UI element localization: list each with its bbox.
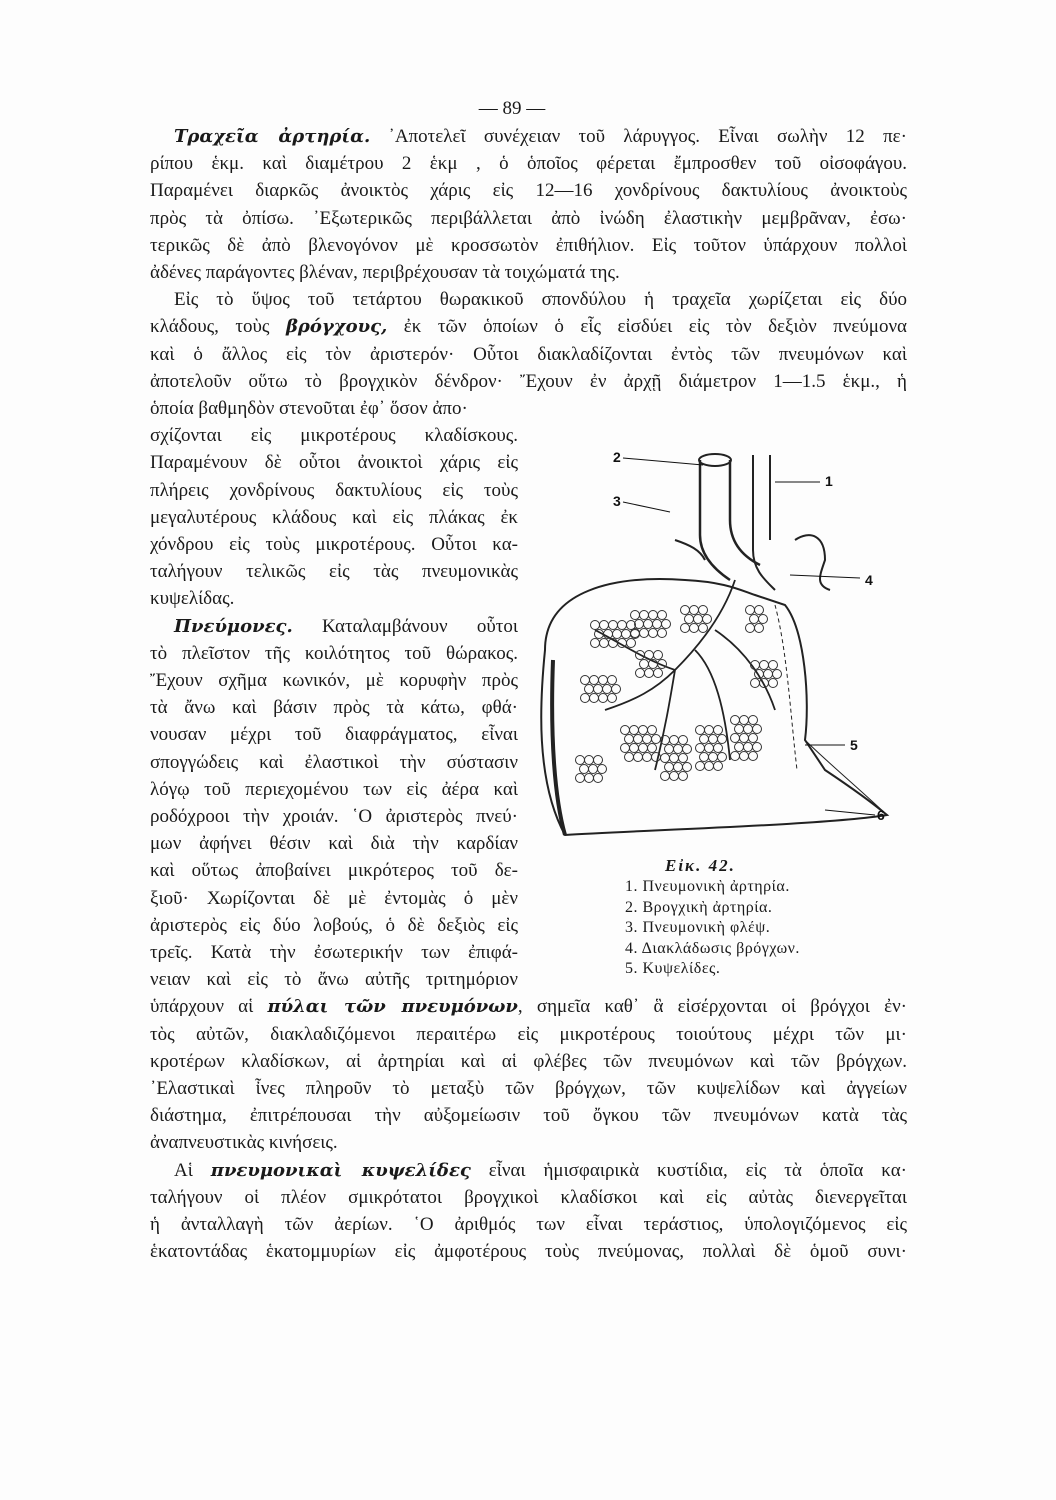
text-line xyxy=(150,179,907,203)
text-segment: τερικῶς δὲ ἀπὸ βλενογόνον μὲ κροσσωτὸν ἐπιθήλιον. Εἰς τοῦτον ὑπάρχουν πολλοὶ xyxy=(150,234,907,256)
text-segment: Καταλαμβάνουν οὗτοι xyxy=(292,615,518,637)
text-line xyxy=(150,778,518,802)
text-line xyxy=(150,343,907,367)
alveolus xyxy=(599,676,608,685)
alveolus xyxy=(696,762,705,771)
alveolus xyxy=(753,743,762,752)
text-segment: ᾿Αποτελεῖ συνέχειαν τοῦ λάρυγγος. Εἶναι σωλὴν 12 πε· xyxy=(370,126,907,147)
text-segment: ᾿Ελαστικαὶ ἶνες πληροῦν τὸ μεταξὺ τῶν βρόγχων, τῶν κυψελίδων καὶ ἀγγείων xyxy=(150,1078,907,1099)
figure-caption-title: Εἰκ. 42. xyxy=(665,856,736,875)
alveolus xyxy=(679,772,688,781)
alveolus xyxy=(749,716,758,725)
alveolus xyxy=(630,726,639,735)
alveolus xyxy=(585,774,594,783)
alveolus xyxy=(640,660,649,669)
alveolus xyxy=(749,734,758,743)
alveolus xyxy=(753,725,762,734)
text-segment: λόγῳ τοῦ περιεχομένου των εἰς ἀέρα καὶ xyxy=(150,778,518,800)
text-segment: ὑπάρχουν αἱ xyxy=(150,996,268,1018)
alveolus xyxy=(683,745,692,754)
text-line xyxy=(150,941,518,965)
alveolus xyxy=(731,734,740,743)
text-line xyxy=(150,1077,907,1101)
alveolus xyxy=(608,694,617,703)
alveolus xyxy=(636,669,645,678)
text-segment: κροτέρων κλαδίσκων, αἱ ἀρτηρίαι καὶ αἱ φλέβες τῶν πνευμόνων καὶ τῶν βρόγχων. xyxy=(150,1050,907,1072)
bronchial-tree xyxy=(595,580,775,770)
alveolus xyxy=(649,611,658,620)
figure-caption-item: 3. Πνευμονικὴ φλέψ. xyxy=(625,919,771,936)
alveolus xyxy=(609,621,618,630)
alveolus xyxy=(618,621,627,630)
alveolus xyxy=(769,661,778,670)
text-line xyxy=(150,451,518,475)
text-segment: Ἔχουν σχῆμα κωνικόν, μὲ κορυφὴν πρὸς xyxy=(150,670,518,691)
text-segment: ξιοῦ· Χωρίζονται δὲ μὲ ἐντομὰς ὁ μὲν xyxy=(150,887,518,909)
alveolus xyxy=(608,676,617,685)
text-line xyxy=(150,1023,907,1047)
alveolus xyxy=(665,763,674,772)
text-segment: κλάδους, τοὺς xyxy=(150,316,286,338)
alveolus xyxy=(594,756,603,765)
figure-label-3: 3 xyxy=(613,493,621,509)
alveolus xyxy=(599,694,608,703)
figure-label-1: 1 xyxy=(825,473,833,489)
alveolus xyxy=(705,726,714,735)
text-segment: καὶ ὁ ἄλλος εἰς τὸν ἀριστερόν· Οὗτοι διακλαδίζονται ἐντὸς τῶν πνευμόνων καὶ xyxy=(150,343,907,365)
text-segment: σπογγώδεις καὶ ἐλαστικοὶ τὴν σύστασιν xyxy=(150,751,518,773)
alveolus xyxy=(740,734,749,743)
alveolus xyxy=(645,669,654,678)
text-line xyxy=(150,207,907,231)
text-segment: εἶναι ἡμισφαιρικὰ κυστίδια, εἰς τὰ ὁποῖα κα· xyxy=(470,1159,907,1181)
text-line xyxy=(150,1186,907,1210)
alveolus xyxy=(662,620,671,629)
alveolus xyxy=(731,716,740,725)
text-line xyxy=(150,1240,907,1264)
figure-label-6: 6 xyxy=(877,807,885,823)
bold-term: πύλαι τῶν πνευμόνων xyxy=(267,996,518,1018)
alveolus xyxy=(581,694,590,703)
text-segment: ρίπου ἑκμ. καὶ διαμέτρου 2 ἑκμ , ὁ ὁποῖος φέρεται ἔμπροσθεν τοῦ οἰσοφάγου. xyxy=(150,153,907,175)
alveolus xyxy=(681,606,690,615)
text-line xyxy=(150,587,518,611)
alveolus xyxy=(654,669,663,678)
text-segment: , σημεῖα καθ᾿ ἃ εἰσέρχονται οἱ βρόγχοι ἐν· xyxy=(517,996,908,1018)
text-segment: ἀδένες παράγοντες βλέναν, περιβρέχουσαν τὰ τοιχώματά της. xyxy=(150,262,620,283)
alveolus xyxy=(603,685,612,694)
alveolus xyxy=(630,744,639,753)
alveolus xyxy=(750,615,759,624)
alveolus xyxy=(699,624,708,633)
alveolus xyxy=(594,774,603,783)
text-segment: ἡ ἀνταλλαγὴ τῶν ἀερίων. ῾Ο ἀριθμός των εἶναι τεράστιος, ὑπολογιζόμενος εἰς xyxy=(150,1214,907,1235)
alveolus xyxy=(643,735,652,744)
text-line xyxy=(150,642,518,666)
text-line xyxy=(150,261,907,285)
text-line xyxy=(150,615,518,639)
text-segment: μεγαλυτέρους κλάδους καὶ εἰς πλάκας ἐκ xyxy=(150,506,518,528)
text-line xyxy=(150,696,518,720)
alveolus xyxy=(600,621,609,630)
alveolus xyxy=(580,765,589,774)
text-segment: διάστημα, ἐπιτρέπουσαι τὴν αὐξομείωσιν τοῦ ὄγκου τῶν πνευμόνων κατὰ τὰς xyxy=(150,1105,907,1127)
text-line xyxy=(150,560,518,584)
alveolus xyxy=(744,725,753,734)
alveolus xyxy=(658,611,667,620)
figure-caption-item: 5. Κυψελίδες. xyxy=(625,960,721,977)
alveolus xyxy=(590,676,599,685)
alveolus xyxy=(622,630,631,639)
text-line xyxy=(150,723,518,747)
alveolus xyxy=(731,752,740,761)
text-line xyxy=(150,832,518,856)
text-line xyxy=(150,1104,907,1128)
figure-caption-item: 2. Βρογχικὴ ἀρτηρία. xyxy=(625,898,773,916)
alveolus xyxy=(740,752,749,761)
text-segment: ἀποτελοῦν οὕτω τὸ βρογχικὸν δένδρον· Ἔχουν ἐν ἀρχῇ διάμετρον 1—1.5 ἑκμ., ἡ xyxy=(150,370,907,392)
text-line xyxy=(150,152,907,176)
alveolus xyxy=(627,639,636,648)
alveolus xyxy=(585,756,594,765)
alveolus xyxy=(705,744,714,753)
alveolus xyxy=(591,621,600,630)
text-line xyxy=(150,669,518,693)
alveolus xyxy=(735,725,744,734)
alveolus xyxy=(661,772,670,781)
alveolus xyxy=(640,611,649,620)
text-line xyxy=(150,859,518,883)
alveolus xyxy=(589,765,598,774)
alveolus xyxy=(735,743,744,752)
alveolus xyxy=(679,754,688,763)
text-line xyxy=(150,751,518,775)
text-segment: ἀριστερὸς εἰς δύο λοβούς, ὁ δὲ δεξιὸς εἰς xyxy=(150,914,518,936)
alveolus xyxy=(674,745,683,754)
alveolus xyxy=(670,754,679,763)
alveolus xyxy=(714,744,723,753)
alveolus xyxy=(658,629,667,638)
alveolus xyxy=(652,735,661,744)
alveolus xyxy=(703,615,712,624)
alveolus xyxy=(773,670,782,679)
alveolus xyxy=(648,726,657,735)
text-line xyxy=(150,125,907,149)
alveolus xyxy=(744,743,753,752)
text-line xyxy=(150,1131,907,1155)
text-segment: Αἱ xyxy=(174,1159,211,1181)
text-segment: Παραμένουν δὲ οὗτοι ἀνοικτοὶ χάρις εἰς xyxy=(150,452,518,474)
text-segment: ὁποία βαθμηδὸν στενοῦται ἐφ᾿ ὅσον ἀπο· xyxy=(150,398,468,419)
alveolus xyxy=(644,620,653,629)
page-number: — 89 — xyxy=(478,98,546,119)
alveolus xyxy=(694,615,703,624)
text-segment: Εἰς τὸ ὕψος τοῦ τετάρτου θωρακικοῦ σπονδύλου ἡ τραχεῖα χωρίζεται εἰς δύο xyxy=(174,289,907,311)
text-segment: ἑκατοντάδας ἑκατομμυρίων εἰς ἀμφοτέρους τοὺς πνεύμονας, πολλαὶ δὲ ὁμοῦ συνι· xyxy=(150,1241,907,1263)
text-line xyxy=(150,479,518,503)
alveolus xyxy=(581,676,590,685)
alveolus xyxy=(696,726,705,735)
bold-term: πνευμονικαὶ κυψελίδες xyxy=(210,1159,471,1181)
text-line xyxy=(150,234,907,258)
alveolus xyxy=(600,639,609,648)
alveoli-clusters xyxy=(576,606,782,783)
alveolus xyxy=(755,606,764,615)
alveolus xyxy=(625,753,634,762)
alveolus xyxy=(718,735,727,744)
alveolus xyxy=(613,630,622,639)
alveolus xyxy=(714,762,723,771)
text-line xyxy=(150,397,518,421)
alveolus xyxy=(681,624,690,633)
alveolus xyxy=(631,611,640,620)
alveolus xyxy=(759,615,768,624)
alveolus xyxy=(740,716,749,725)
trachea xyxy=(700,460,760,580)
alveolus xyxy=(594,685,603,694)
alveolus xyxy=(648,744,657,753)
alveolus xyxy=(590,694,599,703)
alveolus xyxy=(625,735,634,744)
text-line xyxy=(150,288,907,312)
alveolus xyxy=(621,744,630,753)
alveolus xyxy=(679,736,688,745)
figure-label-2: 2 xyxy=(613,449,621,465)
text-line xyxy=(150,370,907,394)
text-line xyxy=(150,1050,907,1074)
text-segment: ταλήγουν οἱ πλέον σμικρότατοι βρογχικοὶ κλαδίσκοι καὶ εἰς αὐτὰς διενεργεῖται xyxy=(150,1186,907,1208)
alveolus xyxy=(665,745,674,754)
text-line xyxy=(150,968,518,992)
alveolus xyxy=(718,753,727,762)
text-segment: τὸ πλεῖστον τῆς κοιλότητος τοῦ θώρακος. xyxy=(150,642,518,664)
alveolus xyxy=(639,744,648,753)
text-segment: ἀναπνευστικὰς κινήσεις. xyxy=(150,1132,338,1154)
alveolus xyxy=(690,624,699,633)
alveolus xyxy=(760,661,769,670)
text-segment: ἐκ τῶν ὁποίων ὁ εἷς εἰσδύει εἰς τὸν δεξιὸν πνεύμονα xyxy=(387,316,907,338)
text-segment: κυψελίδας. xyxy=(150,588,235,610)
alveolus xyxy=(696,744,705,753)
alveolus xyxy=(643,753,652,762)
text-segment: ροδόχροοι τὴν χροιάν. ῾Ο ἀριστερὸς πνεύ· xyxy=(150,806,518,827)
alveolus xyxy=(751,679,760,688)
text-line xyxy=(150,1159,907,1183)
alveolus xyxy=(699,606,708,615)
alveolus xyxy=(621,726,630,735)
lung-outline xyxy=(541,579,887,835)
alveolus xyxy=(640,629,649,638)
alveolus xyxy=(634,735,643,744)
pulmonary-artery xyxy=(753,455,775,590)
alveolus xyxy=(755,624,764,633)
text-segment: Παραμένει διαρκῶς ἀνοικτὸς χάρις εἰς 12—16 χονδρίνους δακτυλίους ἀνοικτοὺς xyxy=(150,180,907,202)
alveolus xyxy=(700,735,709,744)
alveolus xyxy=(585,685,594,694)
lung-bronchi-illustration xyxy=(525,440,905,840)
text-line xyxy=(150,887,518,911)
text-line xyxy=(150,805,518,829)
alveolus xyxy=(685,615,694,624)
bold-term: βρόγχους, xyxy=(285,316,388,338)
alveolus xyxy=(674,763,683,772)
alveolus xyxy=(746,606,755,615)
alveolus xyxy=(653,620,662,629)
alveolus xyxy=(661,754,670,763)
alveolus xyxy=(749,752,758,761)
text-segment: νουσαν μέχρι τοῦ διαφράγματος, εἶναι xyxy=(150,724,518,746)
text-segment: πρὸς τὰ ὀπίσω. ᾿Εξωτερικῶς περιβάλλεται ἀπὸ ἰνώδη ἐλαστικὴν μεμβρᾶναν, ἐσω· xyxy=(150,207,907,229)
alveolus xyxy=(639,726,648,735)
alveolus xyxy=(652,753,661,762)
text-line xyxy=(150,995,907,1019)
alveolus xyxy=(649,629,658,638)
alveolus xyxy=(591,639,600,648)
alveolus xyxy=(654,651,663,660)
alveolus xyxy=(683,763,692,772)
text-line xyxy=(150,914,518,938)
alveolus xyxy=(612,685,621,694)
text-segment: τρεῖς. Κατὰ τὴν ἐσωτερικήν των ἐπιφά- xyxy=(150,942,518,963)
text-line xyxy=(150,506,518,530)
alveolus xyxy=(598,765,607,774)
alveolus xyxy=(670,736,679,745)
text-segment: χόνδρου εἰς τοὺς μικροτέρους. Οὗτοι κα- xyxy=(150,534,518,555)
alveolus xyxy=(690,606,699,615)
bold-term: Πνεύμονες. xyxy=(174,615,293,637)
text-segment: καὶ οὕτως ἀποβαίνει μικρότερος τοῦ δε- xyxy=(150,860,518,882)
text-segment: πλήρεις χονδρίνους δακτυλίους εἰς τοὺς xyxy=(150,479,518,501)
alveolus xyxy=(700,753,709,762)
alveolus xyxy=(634,753,643,762)
text-segment: ταλήγουν τελικῶς εἰς τὰς πνευμονικὰς xyxy=(150,561,518,583)
alveolus xyxy=(576,774,585,783)
alveolus xyxy=(714,726,723,735)
alveolus xyxy=(670,772,679,781)
figure-label-4: 4 xyxy=(865,572,873,588)
alveolus xyxy=(746,624,755,633)
text-line xyxy=(150,533,518,557)
text-segment: σχίζονται εἰς μικροτέρους κλαδίσκους. xyxy=(150,425,518,447)
text-line xyxy=(150,1213,907,1237)
bold-term: Τραχεῖα ἀρτηρία. xyxy=(174,126,371,147)
text-line xyxy=(150,424,518,448)
text-segment: νειαν καὶ εἰς τὸ ἄνω αὐτῆς τριτημόριον xyxy=(150,969,518,991)
text-segment: μων ἀφήνει θέσιν καὶ διὰ τὴν καρδίαν xyxy=(150,833,518,855)
figure-caption-item: 1. Πνευμονικὴ ἀρτηρία. xyxy=(625,878,790,895)
alveolus xyxy=(705,762,714,771)
alveolus xyxy=(576,756,585,765)
text-segment: τὸς αὐτῶν, διακλαδιζόμενοι περαιτέρω εἰς μικροτέρους τοιούτους μέχρι τῶν μι· xyxy=(150,1023,907,1045)
alveolus xyxy=(764,670,773,679)
alveolus xyxy=(769,679,778,688)
alveolus xyxy=(709,735,718,744)
figure-caption-item: 4. Διακλάδωσις βρόγχων. xyxy=(625,939,800,957)
text-segment: τὰ ἄνω καὶ βάσιν πρὸς τὰ κάτω, φθά· xyxy=(150,697,518,719)
alveolus xyxy=(709,753,718,762)
figure-label-5: 5 xyxy=(850,737,858,753)
text-line xyxy=(150,315,907,339)
